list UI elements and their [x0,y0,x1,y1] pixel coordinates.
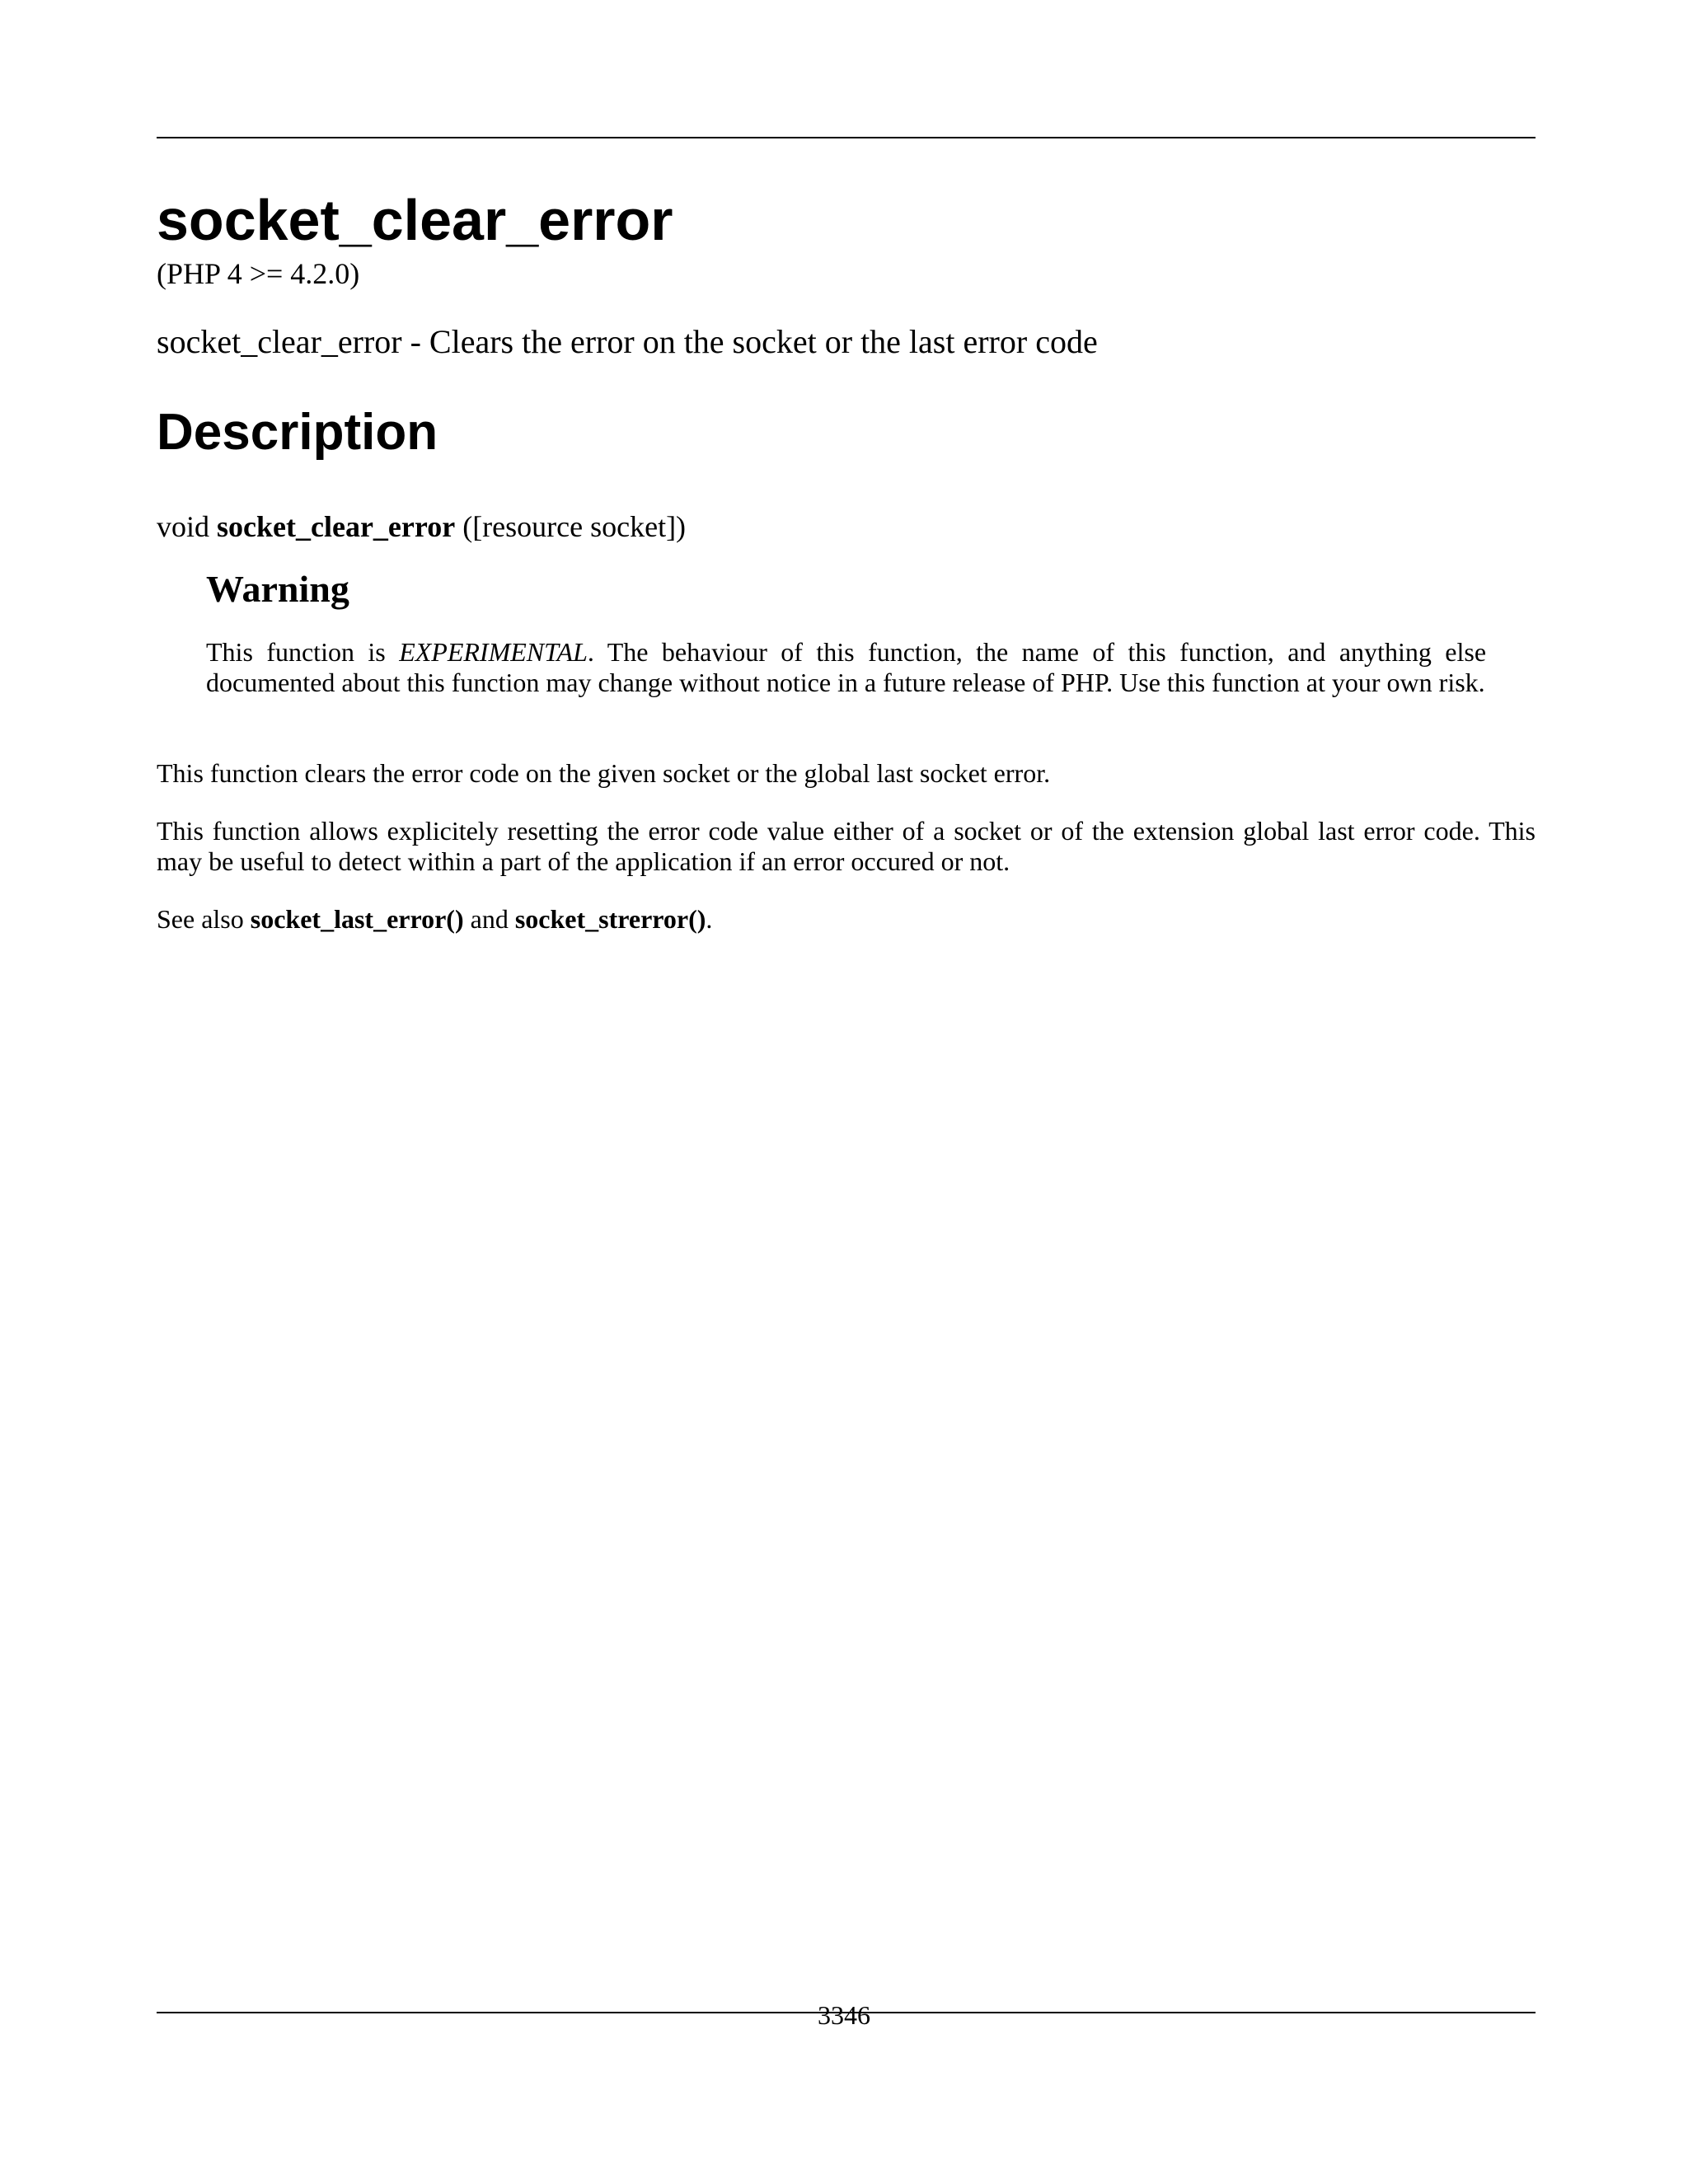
function-params: ([resource socket]) [462,510,687,543]
page-title: socket_clear_error [157,188,673,252]
see-also-conjunction: and [470,904,509,934]
see-also-prefix: See also [157,904,244,934]
warning-title: Warning [206,568,349,610]
section-heading-description: Description [157,404,438,461]
warning-text [206,637,1486,698]
function-synopsis [157,511,686,544]
function-name: socket_clear_error [217,510,456,543]
warning-text-before: This function is [206,636,386,667]
description-paragraph: This function allows explicitely resetting the error code value either of a socket or of the extension global last error code. This may be useful to detect within a part of the application if an error occured or not. [157,816,1536,876]
see-also-link-last-error[interactable]: socket_last_error() [250,904,464,934]
ref-purpose: socket_clear_error - Clears the error on the socket or the last error code [157,323,1098,360]
warning-emphasis: EXPERIMENTAL [399,636,588,667]
description-paragraph: This function clears the error code on the given socket or the global last socket error. [157,758,1051,788]
page-number: 3346 [818,2000,870,2030]
see-also-paragraph [157,904,1536,935]
warning-admonition [206,569,1486,698]
return-type: void [157,510,210,543]
version-info: (PHP 4 >= 4.2.0) [157,257,360,290]
see-also-suffix: . [706,904,713,934]
see-also-link-strerror[interactable]: socket_strerror() [514,904,706,934]
header-rule [157,137,1536,138]
warning-text-after: . The behaviour of this function, the name of this function, and anything else documented about this function may change without notice in a future release of PHP. Use this function at your own risk. [206,636,1487,697]
